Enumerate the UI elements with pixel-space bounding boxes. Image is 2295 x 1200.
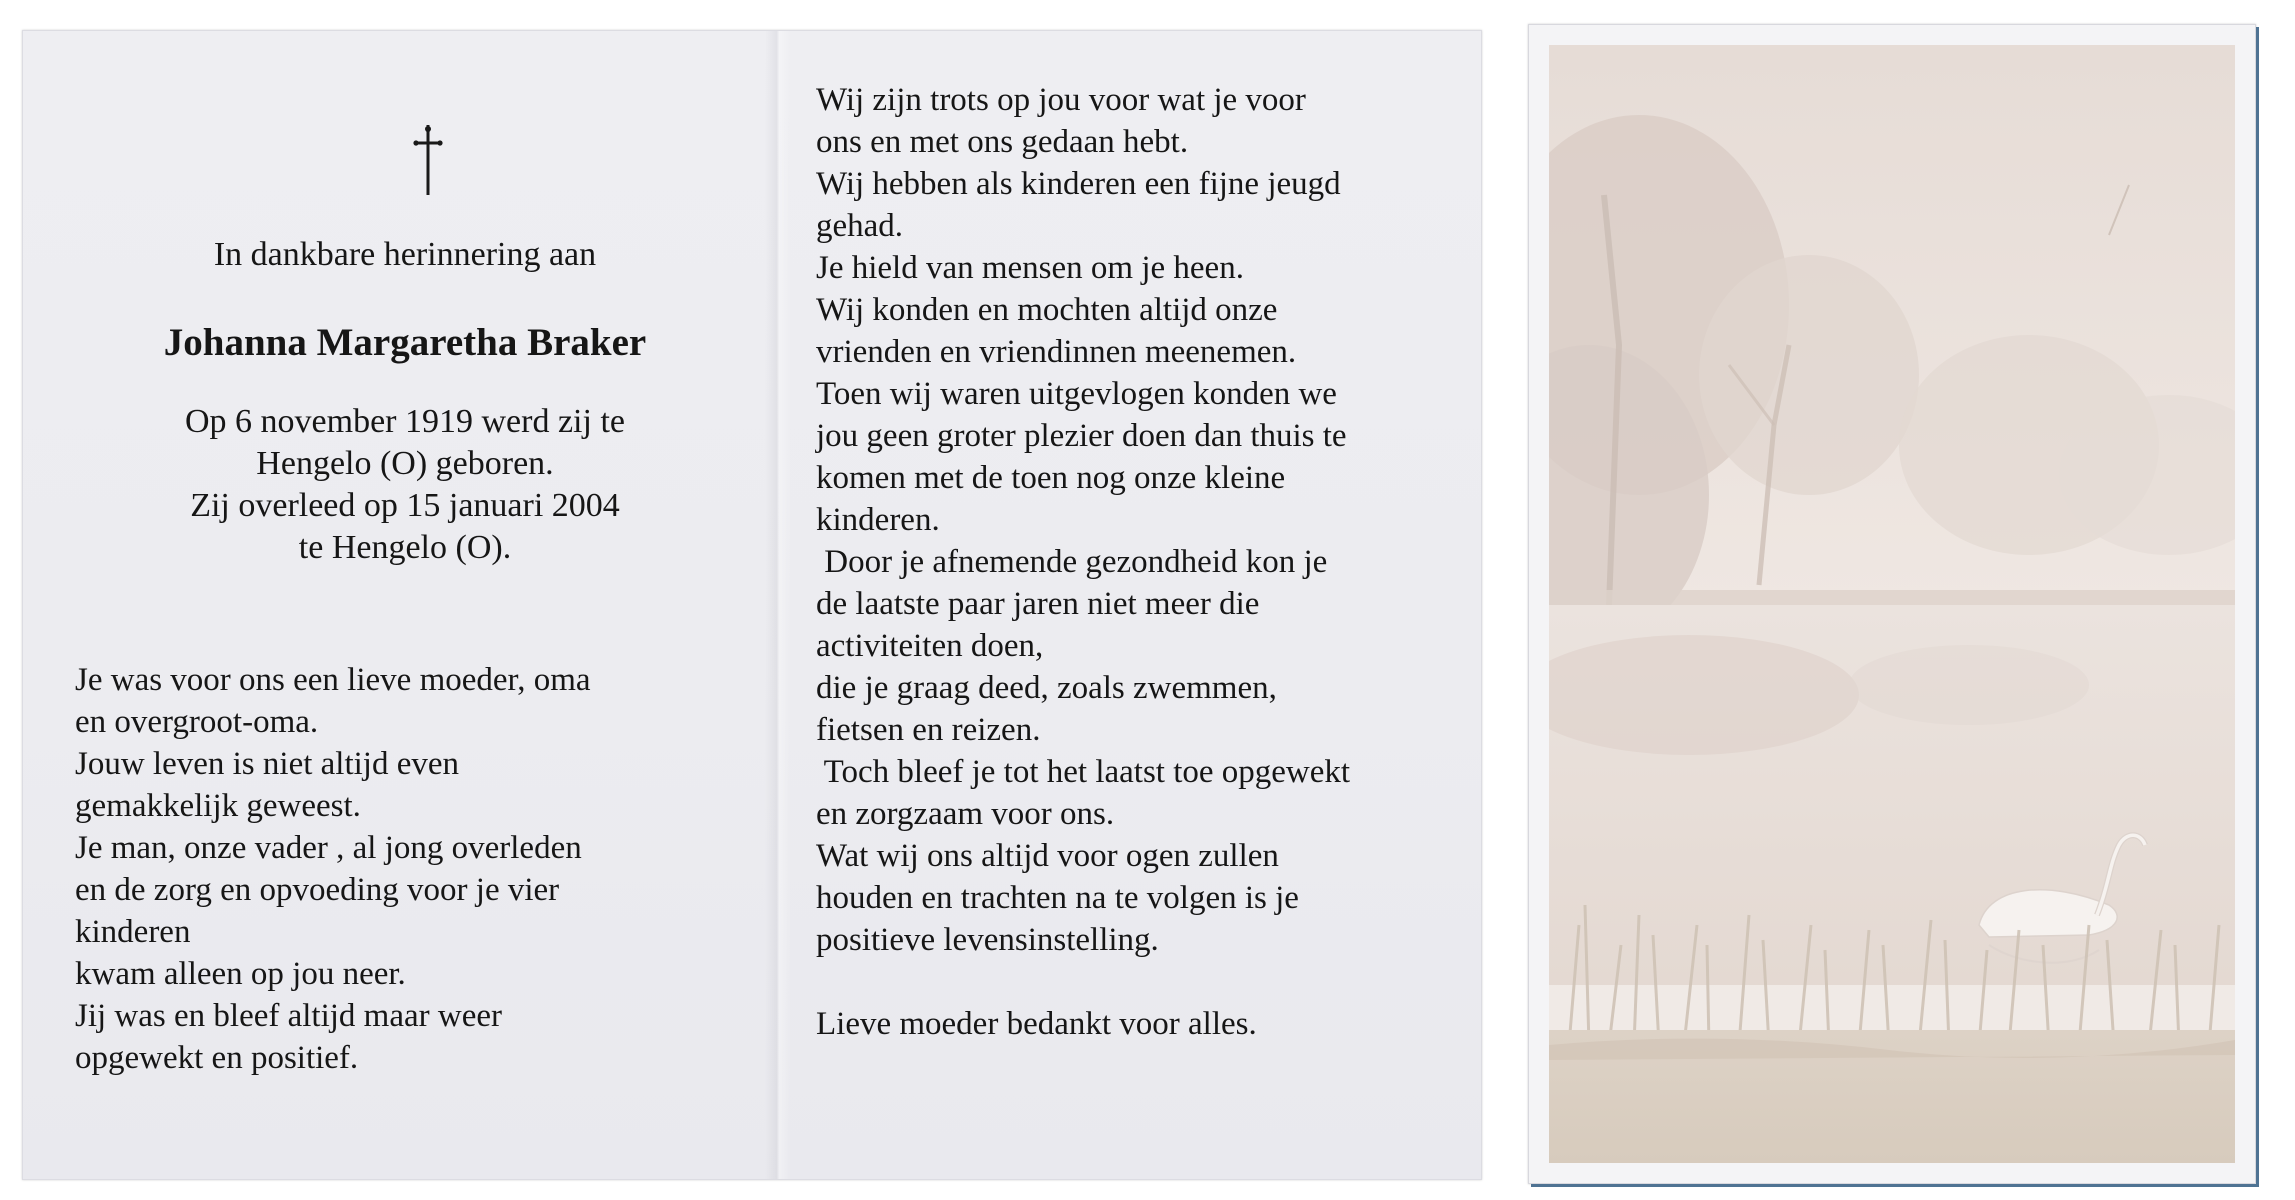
- card-fold: [765, 31, 791, 1179]
- text-line: Toch bleef je tot het laatst toe opgewekt: [816, 754, 1351, 790]
- text-line: gehad.: [816, 208, 904, 244]
- text-line: Jouw leven is niet altijd even: [75, 746, 459, 782]
- text-line: gemakkelijk geweest.: [75, 788, 361, 824]
- text-line: Toen wij waren uitgevlogen konden we: [816, 376, 1337, 412]
- text-line: kinderen.: [816, 502, 940, 538]
- photo-card: [1528, 24, 2256, 1184]
- tribute-text-left: [75, 659, 735, 1079]
- text-line: de laatste paar jaren niet meer die: [816, 586, 1260, 622]
- text-line: positieve levensinstelling.: [816, 922, 1159, 958]
- text-line: Je man, onze vader , al jong overleden: [75, 830, 582, 866]
- text-line: opgewekt en positief.: [75, 1040, 359, 1076]
- text-line: en de zorg en opvoeding voor je vier: [75, 872, 560, 908]
- text-line: Wij hebben als kinderen een fijne jeugd: [816, 166, 1341, 202]
- text-line: vrienden en vriendinnen meenemen.: [816, 334, 1297, 370]
- text-line: Je was voor ons een lieve moeder, oma: [75, 662, 591, 698]
- tribute-text-right: [816, 79, 1456, 1045]
- text-line: jou geen groter plezier doen dan thuis te: [816, 418, 1347, 454]
- text-line: Wij konden en mochten altijd onze: [816, 292, 1278, 328]
- text-line: komen met de toen nog onze kleine: [816, 460, 1286, 496]
- date-line: Hengelo (O) geboren.: [256, 445, 554, 482]
- text-line: Jij was en bleef altijd maar weer: [75, 998, 502, 1034]
- cross-icon: [410, 121, 446, 197]
- text-line: kwam alleen op jou neer.: [75, 956, 406, 992]
- intro-text: In dankbare herinnering aan: [213, 236, 597, 273]
- text-line: ons en met ons gedaan hebt.: [816, 124, 1189, 160]
- closing-line: Lieve moeder bedankt voor alles.: [816, 1006, 1257, 1042]
- date-line: Zij overleed op 15 januari 2004: [190, 487, 620, 524]
- text-line: Wat wij ons altijd voor ogen zullen: [816, 838, 1279, 874]
- birth-death-dates: [75, 401, 735, 569]
- text-line: Je hield van mensen om je heen.: [816, 250, 1244, 286]
- text-line: en zorgzaam voor ons.: [816, 796, 1115, 832]
- text-line: en overgroot-oma.: [75, 704, 319, 740]
- deceased-name: Johanna Margaretha Braker: [163, 321, 647, 364]
- text-line: die je graag deed, zoals zwemmen,: [816, 670, 1277, 706]
- text-line: houden en trachten na te volgen is je: [816, 880, 1299, 916]
- date-line: Op 6 november 1919 werd zij te: [185, 403, 625, 440]
- text-line: activiteiten doen,: [816, 628, 1044, 664]
- lake-swan-photo: [1549, 45, 2235, 1163]
- memorial-card: [22, 30, 1482, 1180]
- text-line: Door je afnemende gezondheid kon je: [816, 544, 1328, 580]
- text-line: Wij zijn trots op jou voor wat je voor: [816, 82, 1306, 118]
- date-line: te Hengelo (O).: [298, 529, 512, 566]
- text-line: fietsen en reizen.: [816, 712, 1041, 748]
- text-line: kinderen: [75, 914, 191, 950]
